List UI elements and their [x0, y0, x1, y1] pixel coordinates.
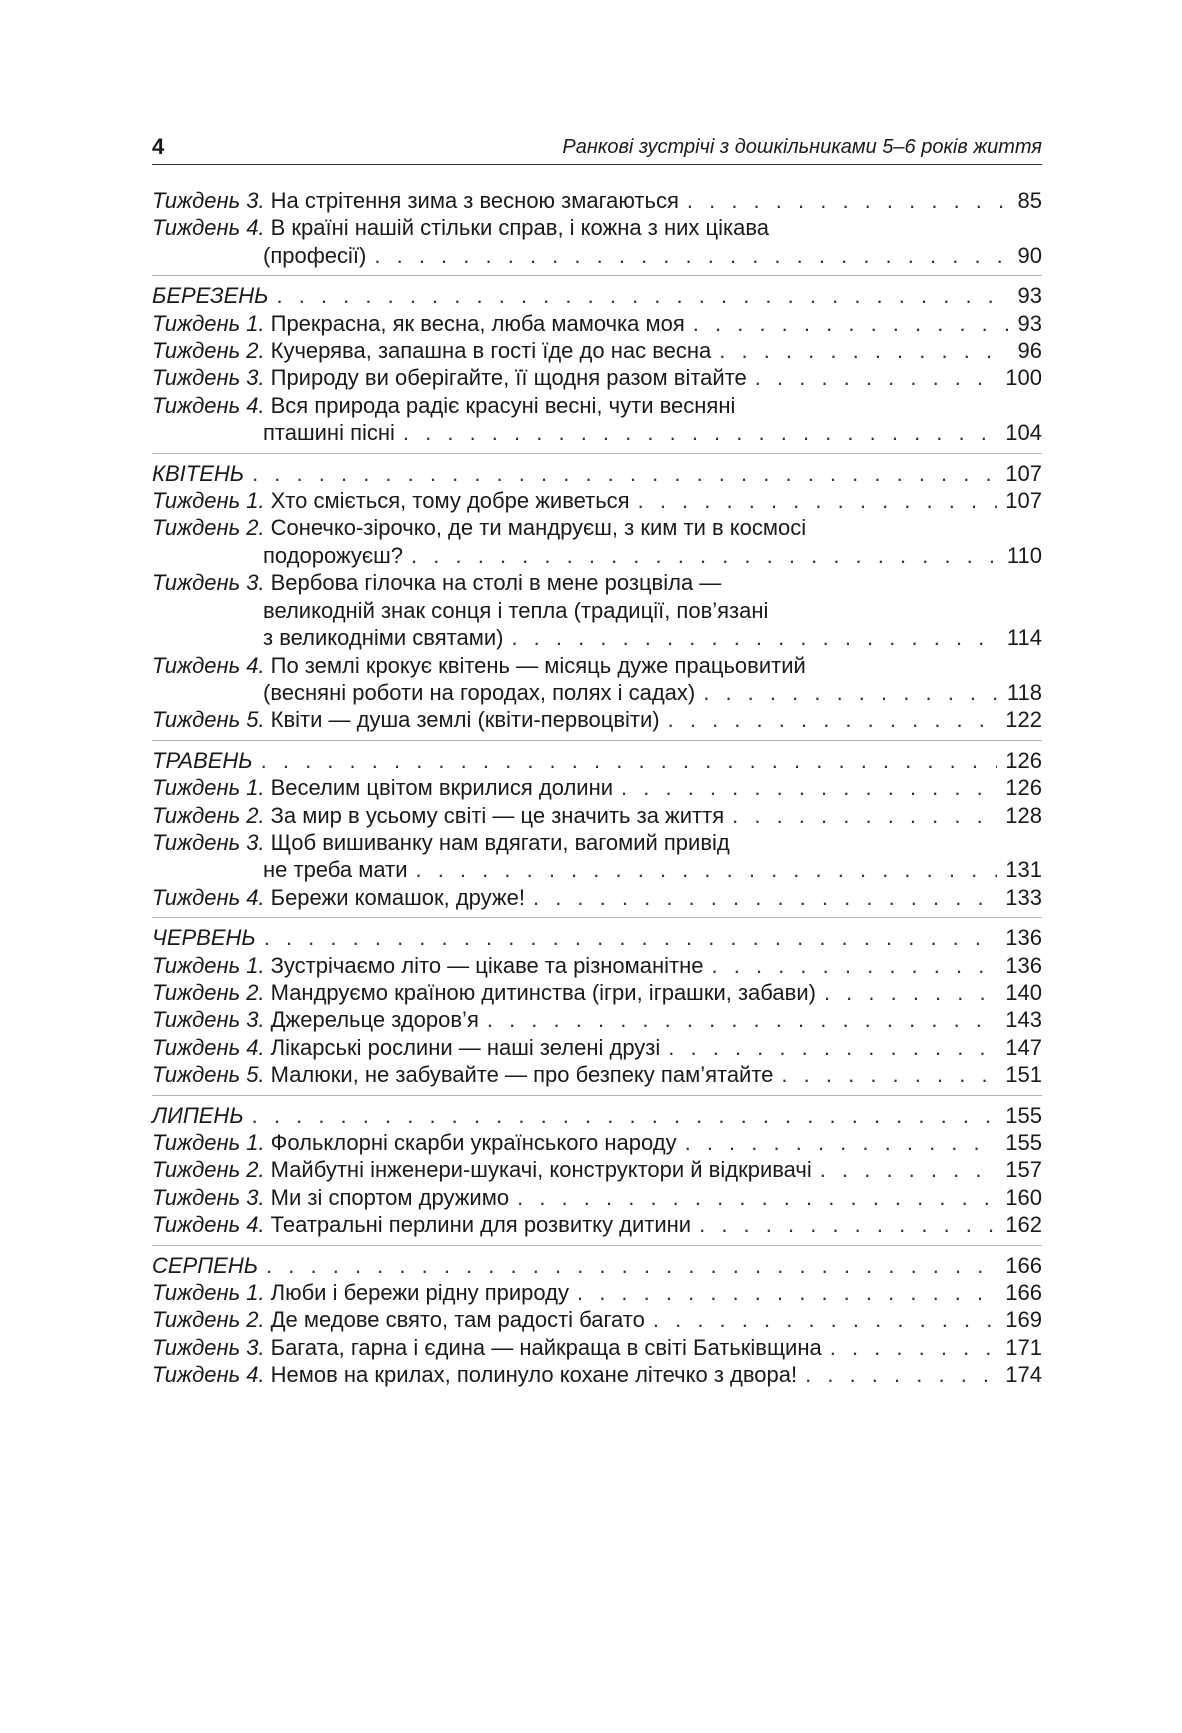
- entry-title: Природу ви оберігайте, її щодня разом вітайте: [270, 365, 747, 391]
- month-section: [152, 1102, 1042, 1246]
- week-label: Тиждень 1.: [152, 488, 265, 514]
- page-ref: 136: [1005, 925, 1042, 951]
- toc-entry-line: [152, 1306, 1042, 1333]
- dot-leader: [252, 460, 997, 487]
- week-label: Тиждень 1.: [152, 1130, 265, 1155]
- page-ref: 157: [1005, 1157, 1042, 1183]
- week-label: Тиждень 3.: [152, 1007, 265, 1033]
- month-section: [152, 460, 1042, 741]
- toc-entry: [152, 310, 1042, 337]
- page-ref: 114: [1006, 625, 1042, 651]
- dot-leader: [261, 747, 998, 774]
- page-ref: 126: [1005, 747, 1042, 773]
- dot-leader: [487, 1006, 997, 1033]
- page-ref: 160: [1005, 1184, 1042, 1210]
- dot-leader: [266, 1252, 997, 1279]
- toc-entry: [152, 1156, 1042, 1183]
- entry-title: Багата, гарна і єдина — найкраща в світі Батьківщина: [270, 1334, 822, 1360]
- page-ref: 140: [1005, 979, 1042, 1005]
- page-ref: 151: [1005, 1062, 1042, 1088]
- page-ref: 171: [1005, 1334, 1042, 1360]
- toc-entry-line: [152, 652, 1042, 679]
- week-label: Тиждень 3.: [152, 570, 265, 596]
- toc-entry: [152, 1006, 1042, 1033]
- toc-entry: [152, 1279, 1042, 1306]
- dot-leader: [668, 706, 998, 733]
- toc-entry-line: [152, 679, 1042, 706]
- month-section: [152, 187, 1042, 276]
- month-title: БЕРЕЗЕНЬ: [152, 283, 269, 309]
- entry-title: Зустрічаємо літо — цікаве та різноманітне: [270, 952, 704, 978]
- week-label: Тиждень 4.: [152, 1212, 265, 1238]
- week-label: Тиждень 3.: [152, 365, 265, 391]
- toc-entry-line: [152, 364, 1042, 391]
- toc-entry: [152, 569, 1042, 651]
- page-ref: 174: [1005, 1362, 1042, 1388]
- entry-title: Лікарські рослини — наші зелені друзі: [270, 1034, 661, 1060]
- month-title: ТРАВЕНЬ: [152, 747, 253, 773]
- toc-entry-line: [152, 214, 1042, 241]
- entry-title: Мандруємо країною дитинства (ігри, іграшки, забави): [270, 979, 816, 1005]
- week-label: Тиждень 4.: [152, 884, 265, 910]
- page-ref: 100: [1005, 365, 1042, 391]
- toc-entry-line: [152, 624, 1042, 651]
- week-label: Тиждень 4.: [152, 215, 265, 241]
- dot-leader: [621, 774, 997, 801]
- toc-entry: [152, 187, 1042, 214]
- toc-entry-line: [152, 187, 1042, 214]
- dot-leader: [252, 1102, 998, 1129]
- dot-leader: [577, 1279, 997, 1306]
- entry-title: Хто сміється, тому добре живеться: [270, 488, 630, 514]
- toc-entry-line: [152, 1211, 1042, 1238]
- month-section: [152, 1252, 1042, 1395]
- month-heading: [152, 1252, 1042, 1279]
- toc-entry-line: [152, 514, 1042, 541]
- page-ref: 128: [1005, 802, 1042, 828]
- dot-leader: [638, 487, 998, 514]
- toc-entry-line: [152, 856, 1042, 883]
- week-label: Тиждень 5.: [152, 1062, 265, 1088]
- toc-entry-line: [152, 1129, 1042, 1156]
- toc-entry: [152, 337, 1042, 364]
- dot-leader: [703, 679, 999, 706]
- toc-entry-line: [152, 706, 1042, 733]
- month-heading: [152, 924, 1042, 951]
- entry-title: Квіти — душа землі (квіти-первоцвіти): [270, 707, 660, 733]
- dot-leader: [533, 884, 997, 911]
- entry-title: По землі крокує квітень — місяць дуже працьовитий: [270, 652, 806, 678]
- page-ref: 107: [1005, 460, 1042, 486]
- dot-leader: [653, 1306, 997, 1333]
- toc-entry: [152, 1034, 1042, 1061]
- page-ref: 85: [1017, 188, 1042, 213]
- dot-leader: [687, 187, 1010, 214]
- week-label: Тиждень 2.: [152, 802, 265, 828]
- page-ref: 143: [1005, 1007, 1042, 1033]
- week-label: Тиждень 4.: [152, 1362, 265, 1388]
- month-heading: [152, 282, 1042, 309]
- week-label: Тиждень 5.: [152, 707, 265, 733]
- week-label: Тиждень 3.: [152, 1184, 265, 1210]
- toc-entry-line: [152, 802, 1042, 829]
- page-ref: 110: [1006, 542, 1042, 568]
- dot-leader: [824, 979, 997, 1006]
- month-heading: [152, 1102, 1042, 1129]
- toc-entry: [152, 364, 1042, 391]
- toc-entry-line: [152, 1361, 1042, 1388]
- page-ref: 169: [1005, 1307, 1042, 1333]
- page-ref: 90: [1017, 242, 1042, 268]
- toc-entry: [152, 979, 1042, 1006]
- toc-entry-line: [152, 1334, 1042, 1361]
- week-label: Тиждень 1.: [152, 310, 265, 336]
- entry-title-continued: (професії): [263, 242, 367, 268]
- dot-leader: [712, 952, 998, 979]
- week-label: Тиждень 2.: [152, 338, 265, 364]
- toc-entry-line: [152, 952, 1042, 979]
- toc-entry: [152, 774, 1042, 801]
- entry-title-continued: великодній знак сонця і тепла (традиції, пов’язані: [263, 597, 769, 623]
- dot-leader: [415, 856, 997, 883]
- toc-entry-line: [152, 829, 1042, 856]
- dot-leader: [699, 1211, 997, 1238]
- month-title: ЧЕРВЕНЬ: [152, 925, 256, 951]
- dot-leader: [693, 310, 1010, 337]
- page-ref: 96: [1017, 338, 1042, 364]
- page-ref: 155: [1005, 1102, 1042, 1128]
- page-ref: 126: [1005, 775, 1042, 801]
- page-ref: 147: [1005, 1034, 1042, 1060]
- page-number: 4: [152, 134, 165, 159]
- entry-title: Щоб вишиванку нам вдягати, вагомий привід: [270, 829, 730, 855]
- toc-entry-line: [152, 979, 1042, 1006]
- entry-title: Прекрасна, як весна, люба мамочка моя: [270, 310, 685, 336]
- entry-title: В країні нашій стільки справ, і кожна з них цікава: [270, 215, 770, 241]
- entry-title: Немов на крилах, полинуло кохане літечко з двора!: [270, 1362, 798, 1388]
- dot-leader: [820, 1156, 998, 1183]
- entry-title: Люби і бережи рідну природу: [270, 1280, 569, 1306]
- dot-leader: [805, 1361, 997, 1388]
- entry-title-continued: пташині пісні: [263, 420, 395, 446]
- entry-title: Театральні перлини для розвитку дитини: [270, 1212, 692, 1238]
- week-label: Тиждень 2.: [152, 979, 265, 1005]
- entry-title-continued: не треба мати: [263, 857, 408, 883]
- toc-entry-line: [152, 884, 1042, 911]
- toc-entry: [152, 952, 1042, 979]
- entry-title-continued: (весняні роботи на городах, полях і садах): [263, 679, 696, 705]
- week-label: Тиждень 2.: [152, 515, 265, 541]
- dot-leader: [830, 1334, 998, 1361]
- entry-title: Ми зі спортом дружимо: [270, 1184, 510, 1210]
- dot-leader: [403, 419, 997, 446]
- dot-leader: [511, 624, 998, 651]
- entry-title: За мир в усьому світі — це значить за життя: [270, 802, 725, 828]
- toc-entry: [152, 1184, 1042, 1211]
- entry-title: Джерельце здоров’я: [270, 1007, 479, 1033]
- dot-leader: [517, 1184, 997, 1211]
- week-label: Тиждень 1.: [152, 1280, 265, 1306]
- month-title: ЛИПЕНЬ: [152, 1102, 244, 1128]
- toc-entry-line: [152, 1279, 1042, 1306]
- dot-leader: [685, 1129, 998, 1156]
- week-label: Тиждень 2.: [152, 1157, 265, 1183]
- toc-entry: [152, 1129, 1042, 1156]
- toc-entry: [152, 514, 1042, 569]
- dot-leader: [719, 337, 1009, 364]
- entry-title: Вся природа радіє красуні весні, чути весняні: [270, 392, 736, 418]
- week-label: Тиждень 3.: [152, 1334, 265, 1360]
- dot-leader: [755, 364, 998, 391]
- toc-entry-line: [152, 419, 1042, 446]
- dot-leader: [732, 802, 997, 829]
- dot-leader: [276, 282, 1009, 309]
- week-label: Тиждень 1.: [152, 952, 265, 978]
- entry-title: Малюки, не забувайте — про безпеку пам’ятайте: [270, 1062, 774, 1088]
- entry-title: Веселим цвітом вкрилися долини: [270, 775, 614, 801]
- month-heading: [152, 747, 1042, 774]
- entry-title: Кучерява, запашна в гості їде до нас весна: [270, 338, 712, 364]
- page-ref: 136: [1005, 952, 1042, 978]
- page-ref: 93: [1017, 283, 1042, 309]
- toc-entry: [152, 884, 1042, 911]
- page-ref: 122: [1005, 707, 1042, 733]
- entry-title: Вербова гілочка на столі в мене розцвіла —: [270, 570, 722, 596]
- page-ref: 93: [1017, 310, 1042, 336]
- toc-entry: [152, 652, 1042, 707]
- page-ref: 133: [1005, 884, 1042, 910]
- week-label: Тиждень 4.: [152, 652, 265, 678]
- entry-title: Сонечко-зірочко, де ти мандруєш, з ким ти в космосі: [270, 515, 807, 541]
- dot-leader: [264, 924, 998, 951]
- month-section: [152, 924, 1042, 1095]
- toc-entry: [152, 1361, 1042, 1388]
- toc-entry: [152, 1061, 1042, 1088]
- dot-leader: [781, 1061, 997, 1088]
- entry-title: На стрітення зима з весною змагаються: [270, 188, 679, 213]
- week-label: Тиждень 3.: [152, 188, 265, 213]
- toc-entry: [152, 802, 1042, 829]
- entry-title: Майбутні інженери-шукачі, конструктори й відкривачі: [270, 1157, 812, 1183]
- week-label: Тиждень 2.: [152, 1307, 265, 1333]
- page-ref: 155: [1005, 1130, 1042, 1155]
- toc-entry: [152, 392, 1042, 447]
- running-title: Ранкові зустрічі з дошкільниками 5–6 років життя: [562, 136, 1042, 158]
- page-header: [152, 134, 1042, 165]
- week-label: Тиждень 1.: [152, 775, 265, 801]
- toc-entry: [152, 1306, 1042, 1333]
- toc-entry: [152, 1211, 1042, 1238]
- toc-entry: [152, 1334, 1042, 1361]
- month-heading: [152, 460, 1042, 487]
- dot-leader: [374, 242, 1009, 269]
- week-label: Тиждень 4.: [152, 1034, 265, 1060]
- entry-title: Бережи комашок, друже!: [270, 884, 525, 910]
- month-title: СЕРПЕНЬ: [152, 1252, 259, 1278]
- week-label: Тиждень 4.: [152, 392, 265, 418]
- toc-entry-line: [152, 337, 1042, 364]
- toc-entry-line: [152, 1006, 1042, 1033]
- toc-entry-line: [152, 774, 1042, 801]
- toc-entry-line: [152, 1061, 1042, 1088]
- month-section: [152, 747, 1042, 918]
- month-section: [152, 282, 1042, 453]
- dot-leader: [668, 1034, 997, 1061]
- table-of-contents: [152, 187, 1042, 1401]
- month-title: КВІТЕНЬ: [152, 460, 245, 486]
- toc-entry-line: [152, 1184, 1042, 1211]
- toc-entry-line: [152, 1156, 1042, 1183]
- entry-title: Фольклорні скарби українського народу: [270, 1130, 677, 1155]
- page-ref: 166: [1005, 1252, 1042, 1278]
- dot-leader: [411, 542, 999, 569]
- toc-entry-line: [152, 1034, 1042, 1061]
- entry-title-continued: подорожуєш?: [263, 542, 404, 568]
- toc-entry: [152, 706, 1042, 733]
- page-ref: 162: [1005, 1212, 1042, 1238]
- page-ref: 107: [1005, 488, 1042, 514]
- toc-entry-line: [152, 392, 1042, 419]
- page-ref: 131: [1005, 857, 1042, 883]
- toc-entry: [152, 829, 1042, 884]
- toc-entry-line: [152, 569, 1042, 596]
- toc-entry-line: [152, 487, 1042, 514]
- toc-entry-line: [152, 542, 1042, 569]
- toc-entry: [152, 214, 1042, 269]
- toc-entry-line: [152, 242, 1042, 269]
- week-label: Тиждень 3.: [152, 829, 265, 855]
- toc-entry: [152, 487, 1042, 514]
- page-ref: 166: [1005, 1280, 1042, 1306]
- page-ref: 104: [1005, 420, 1042, 446]
- toc-entry-line: [152, 310, 1042, 337]
- page-ref: 118: [1006, 679, 1042, 705]
- entry-title-continued: з великодніми святами): [263, 625, 504, 651]
- entry-title: Де медове свято, там радості багато: [270, 1307, 645, 1333]
